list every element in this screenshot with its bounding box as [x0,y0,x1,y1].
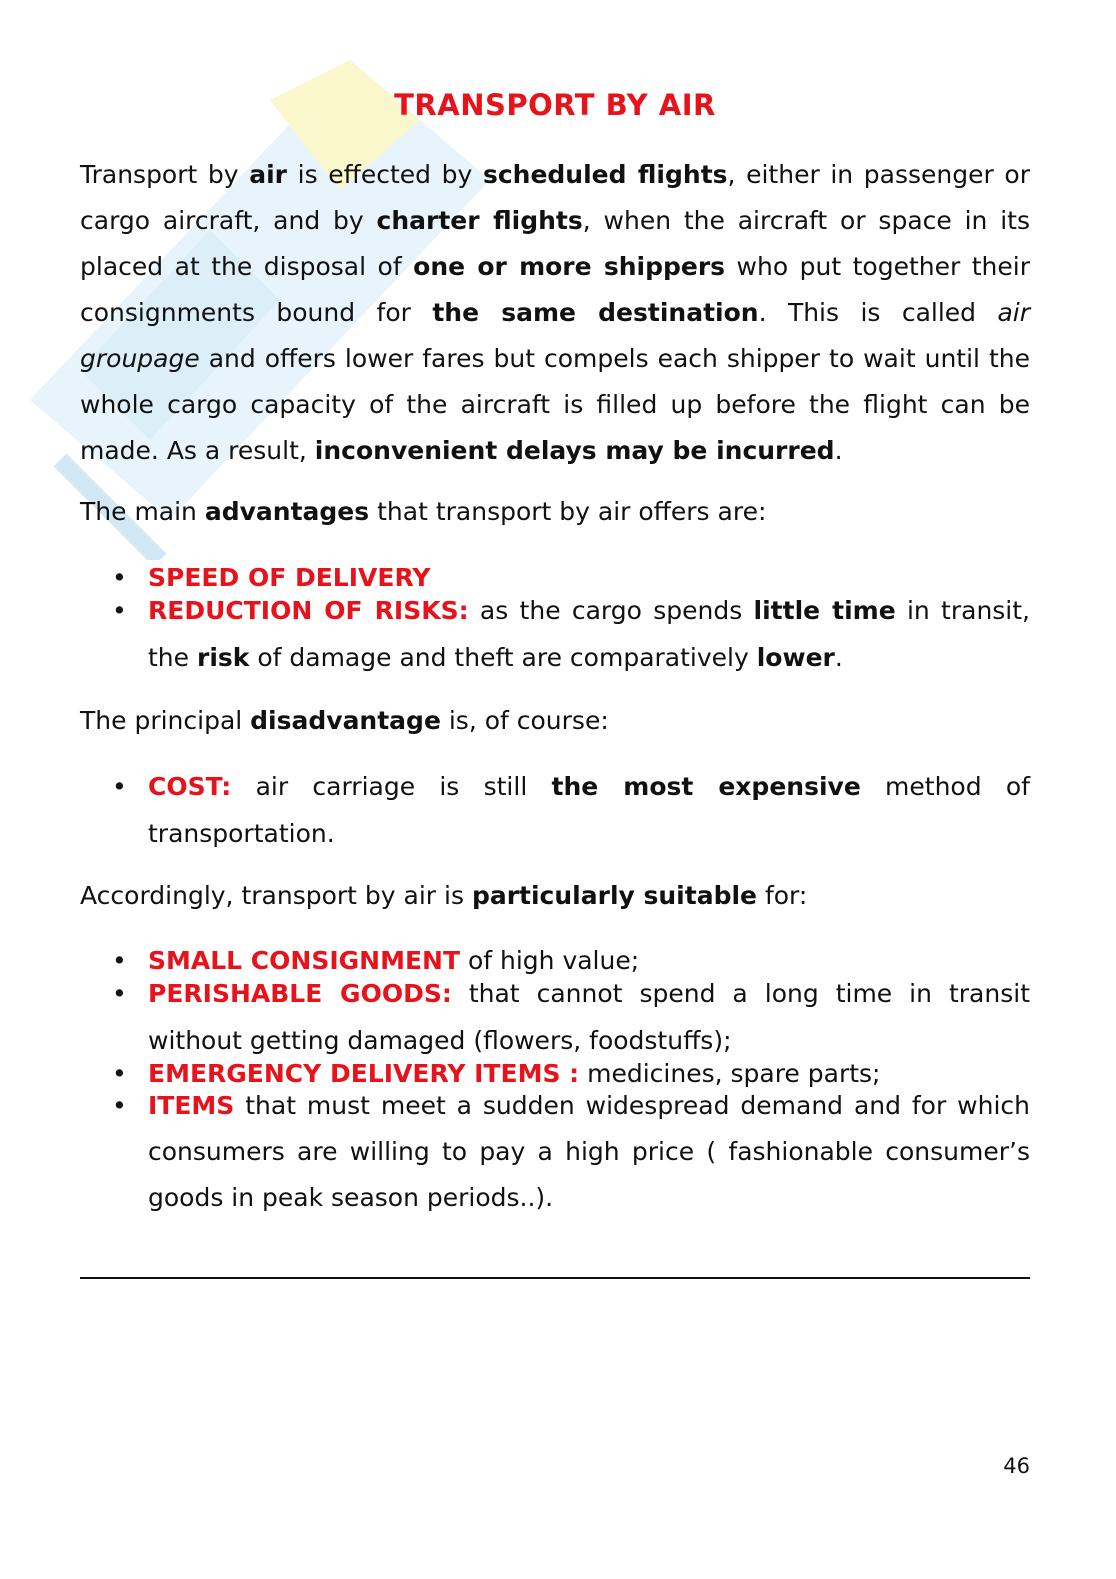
bullet-icon: • [112,979,127,1008]
suitable-intro: Accordingly, transport by air is particularly suitable for: [80,881,808,910]
footer-divider [80,1277,1030,1279]
bullet-icon: • [112,1091,127,1120]
suitable-list [80,944,1030,1221]
bullet-icon: • [112,596,127,625]
bullet-icon: • [112,563,127,592]
bullet-icon: • [112,772,127,801]
list-item: • ITEMS that must meet a sudden widespread demand and for which consumers are willing to pay a high price ( fashionable consumer’s goods in peak season periods..). [80,1083,1030,1221]
list-item: • EMERGENCY DELIVERY ITEMS : medicines, spare parts; [112,1059,881,1088]
disadvantage-intro: The principal disadvantage is, of course: [80,706,609,735]
bullet-icon: • [112,1059,127,1088]
list-item: • PERISHABLE GOODS: that cannot spend a long time in transit without getting damaged (flowers, foodstuffs); [80,970,1030,1064]
list-item: • SPEED OF DELIVERY [112,563,431,592]
bullet-icon: • [112,946,127,975]
page-number: 46 [1003,1454,1030,1478]
advantages-intro: The main advantages that transport by air offers are: [80,497,767,526]
intro-paragraph: Transport by air is effected by scheduled flights, either in passenger or cargo aircraft, and by charter flights, when the aircraft or space in its placed at the disposal of one or more shippers who put together their consignments bound for the same destination. This is called air groupage and offers lower fares but compels each shipper to wait until the whole cargo capacity of the aircraft is filled up before the flight can be made. As a result, inconvenient delays may be incurred. [80,160,1031,465]
list-item: • SMALL CONSIGNMENT of high value; [112,946,640,975]
advantages-list [80,562,1030,681]
list-item: • REDUCTION OF RISKS: as the cargo spends little time in transit, the risk of damage and theft are comparatively lower. [80,587,1030,681]
page-title: TRANSPORT BY AIR [394,88,716,122]
disadvantages-list [80,763,1030,857]
list-item: • COST: air carriage is still the most expensive method of transportation. [80,763,1030,857]
